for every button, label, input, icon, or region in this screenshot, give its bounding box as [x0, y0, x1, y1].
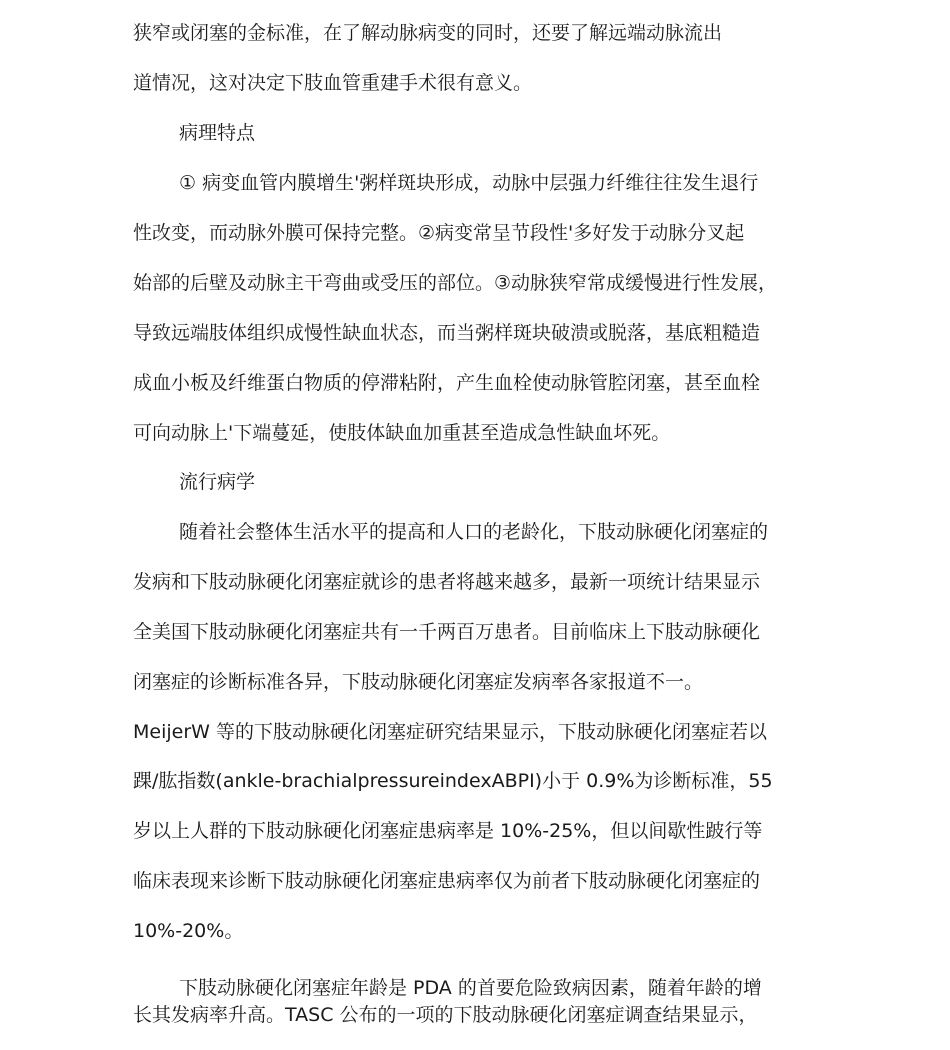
text-line: 临床表现来诊断下肢动脉硬化闭塞症患病率仅为前者下肢动脉硬化闭塞症的 — [133, 870, 761, 892]
text-line: 道情况，这对决定下肢血管重建手术很有意义。 — [133, 72, 533, 94]
text-line: 狭窄或闭塞的金标准，在了解动脉病变的同时，还要了解远端动脉流出 — [133, 22, 723, 44]
text-line: MeijerW 等的下肢动脉硬化闭塞症研究结果显示，下肢动脉硬化闭塞症若以 — [133, 721, 767, 743]
text-line: 闭塞症的诊断标准各异，下肢动脉硬化闭塞症发病率各家报道不一。 — [133, 671, 704, 693]
text-line: 10%-20%。 — [133, 920, 244, 942]
text-line: 随着社会整体生活水平的提高和人口的老龄化，下肢动脉硬化闭塞症的 — [179, 521, 769, 543]
text-line: 性改变，而动脉外膜可保持完整。②病变常呈节段性'多好发于动脉分叉起 — [133, 222, 745, 244]
text-line: ① 病变血管内膜增生'粥样斑块形成，动脉中层强力纤维往往发生退行 — [179, 172, 759, 194]
text-line: 可向动脉上'下端蔓延，使肢体缺血加重甚至造成急性缺血坏死。 — [133, 422, 671, 444]
text-line: 导致远端肢体组织成慢性缺血状态，而当粥样斑块破溃或脱落，基底粗糙造 — [133, 322, 761, 344]
text-line: 下肢动脉硬化闭塞症年龄是 PDA 的首要危险致病因素，随着年龄的增 — [179, 977, 762, 999]
section-heading-pathology: 病理特点 — [179, 122, 256, 144]
section-heading-epidemiology: 流行病学 — [179, 471, 256, 493]
text-line: 岁以上人群的下肢动脉硬化闭塞症患病率是 10%-25%，但以间歇性跛行等 — [133, 820, 763, 842]
text-line: 全美国下肢动脉硬化闭塞症共有一千两百万患者。目前临床上下肢动脉硬化 — [133, 621, 761, 643]
text-line: 成血小板及纤维蛋白物质的停滞粘附，产生血栓使动脉管腔闭塞，甚至血栓 — [133, 372, 761, 394]
text-line: 始部的后壁及动脉主干弯曲或受压的部位。③动脉狭窄常成缓慢进行性发展， — [133, 272, 778, 294]
text-line: 发病和下肢动脉硬化闭塞症就诊的患者将越来越多，最新一项统计结果显示 — [133, 571, 761, 593]
text-line: 长其发病率升高。TASC 公布的一项的下肢动脉硬化闭塞症调查结果显示， — [133, 1004, 758, 1026]
text-line: 踝/肱指数(ankle-brachialpressureindexABPI)小于 0.9%为诊断标准，55 — [133, 770, 773, 792]
